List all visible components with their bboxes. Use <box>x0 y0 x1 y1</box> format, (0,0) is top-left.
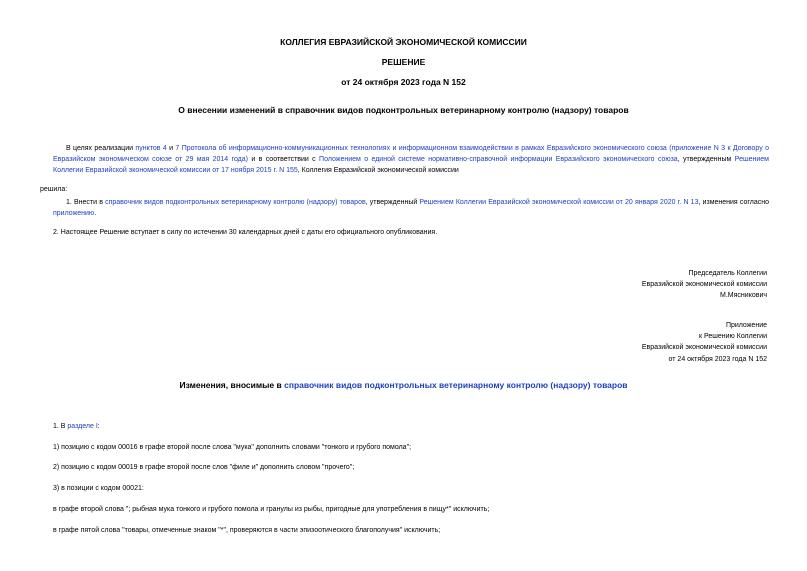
link-decision-155[interactable]: Решением Коллегии Евразийской экономической комиссии от 17 ноября 2015 г. N 155 <box>53 156 769 175</box>
preamble-text-4: , утвержденным <box>677 156 735 164</box>
appendix-subitem-2: 2) позицию с кодом 00019 в графе второй после слов "филе и" дополнить словом "прочего"; <box>53 464 355 471</box>
decided-label: решила: <box>40 186 68 193</box>
appendix-title <box>0 380 807 390</box>
item-1-text-1: 1. Внести в <box>66 199 106 206</box>
document-subject: О внесении изменений в справочник видов подконтрольных ветеринарному контролю (надзору) товаров <box>178 105 629 115</box>
link-decision-13[interactable]: Решением Коллегии Евразийской экономической комиссии от 20 января 2020 г. N 13 <box>419 199 699 206</box>
link-protocol[interactable]: 7 Протокола об информационно-коммуникационных технологиях и информационном взаимодействии в рамках Евразийского экономического союза (приложение N 3 к Договору о Евразийском экономическом союзе от 29 мая 2014 года) <box>53 145 770 164</box>
preamble-text-3: и в соответствии с <box>248 156 320 164</box>
appendix-title-link[interactable]: справочник видов подконтрольных ветеринарному контролю (надзору) товаров <box>284 380 628 390</box>
link-points-4[interactable]: пунктов 4 <box>135 145 167 152</box>
link-appendix[interactable]: приложению <box>53 210 95 218</box>
signature-block <box>642 268 767 302</box>
item-1-text-3: , изменения согласно <box>698 199 769 206</box>
item-2-paragraph: 2. Настоящее Решение вступает в силу по истечении 30 календарных дней с даты его официального опубликования. <box>53 229 438 236</box>
appendix-reference <box>642 320 767 365</box>
link-reference-book[interactable]: справочник видов подконтрольных ветеринарному контролю (надзору) товаров <box>105 199 366 206</box>
appendix-item-1 <box>53 423 100 430</box>
link-regulation[interactable]: Положением о единой системе нормативно-справочной информации Евразийского экономического союза <box>319 156 678 164</box>
signature-line-1: Председатель Коллегии <box>688 270 767 277</box>
preamble-paragraph <box>53 143 769 177</box>
preamble-text-2: и <box>166 145 176 152</box>
signature-line-2: Евразийской экономической комиссии <box>641 281 767 289</box>
appendix-ref-line-2: к Решению Коллегии <box>699 333 767 341</box>
item-1-paragraph <box>53 197 769 219</box>
appendix-subitem-3a: в графе второй слова "; рыбная мука тонкого и грубого помола и гранулы из рыбы, пригодные для употребления в пищу*" исключить; <box>53 506 490 513</box>
appendix-ref-line-1: Приложение <box>725 322 767 329</box>
signature-line-3: М.Мясникович <box>720 292 767 300</box>
appendix-item-1-text: 1. В <box>53 423 68 430</box>
org-name: КОЛЛЕГИЯ ЕВРАЗИЙСКОЙ ЭКОНОМИЧЕСКОЙ КОМИССИИ <box>280 37 527 47</box>
appendix-ref-line-3: Евразийской экономической комиссии <box>641 344 767 352</box>
preamble-text-5: , Коллегия Евразийской экономической комиссии <box>297 167 459 175</box>
document-type: РЕШЕНИЕ <box>381 57 426 67</box>
appendix-item-1-end: : <box>97 423 100 430</box>
appendix-subitem-1: 1) позицию с кодом 00016 в графе второй после слова "мука" дополнить словами "тонкого и грубого помола"; <box>53 444 412 451</box>
link-section-1[interactable]: разделе I <box>67 423 98 430</box>
appendix-subitem-3: 3) в позиции с кодом 00021: <box>53 485 144 492</box>
item-1-text-4: . <box>94 210 97 218</box>
appendix-title-prefix: Изменения, вносимые в <box>179 380 285 390</box>
document-date-number: от 24 октября 2023 года N 152 <box>341 77 466 87</box>
item-1-text-2: , утвержденный <box>365 199 420 206</box>
appendix-subitem-3b: в графе пятой слова "товары, отмеченные знаком "*", проверяются в части эпизоотического благополучия" исключить; <box>53 527 441 534</box>
preamble-text-1: В целях реализации <box>66 145 136 152</box>
appendix-ref-line-4: от 24 октября 2023 года N 152 <box>668 355 767 363</box>
